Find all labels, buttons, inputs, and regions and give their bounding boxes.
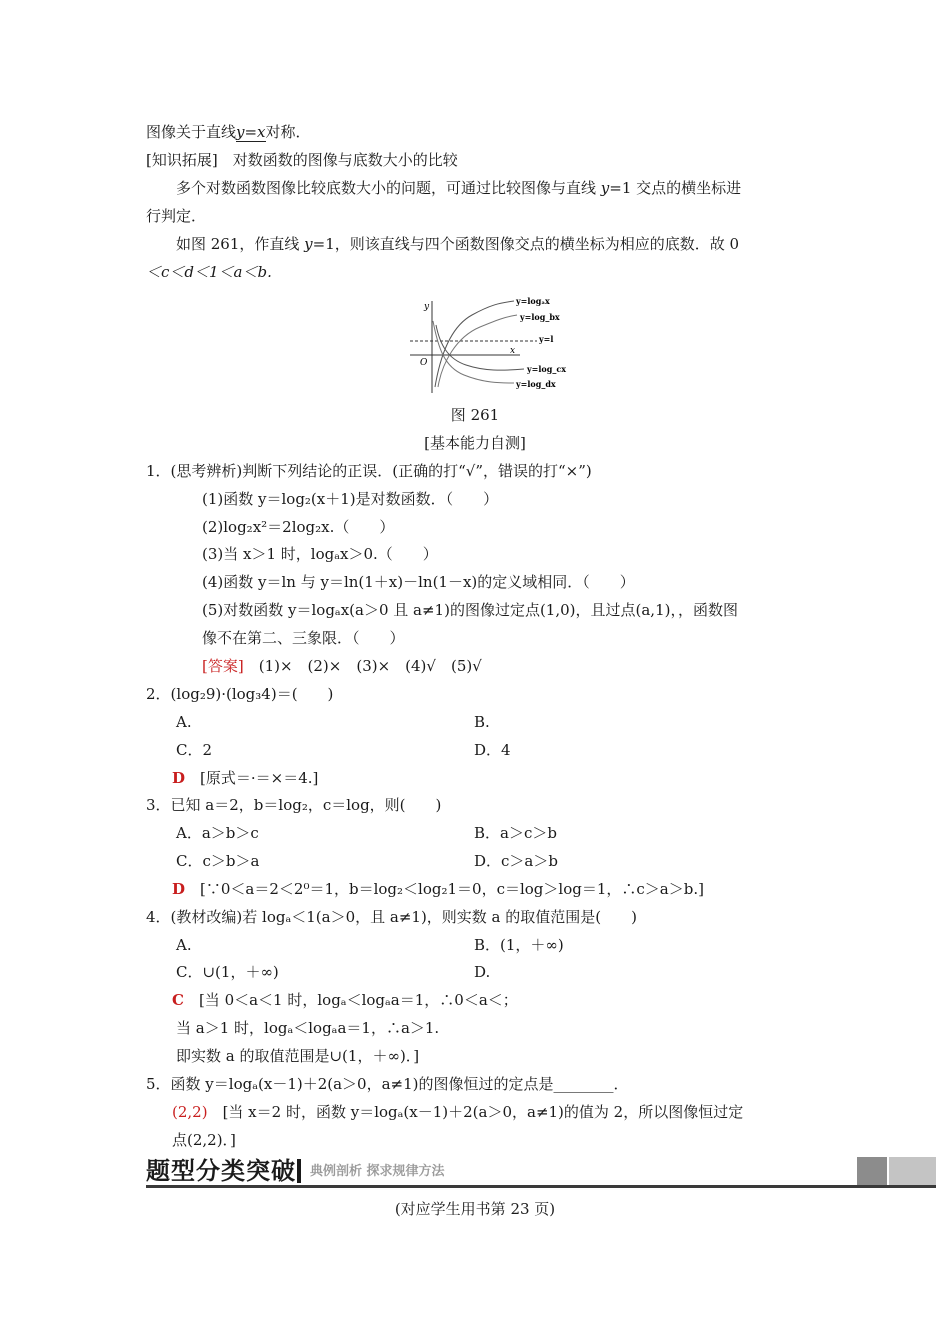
q4-option-b: B．(1，＋∞) bbox=[474, 936, 564, 954]
q4-answer bbox=[172, 989, 518, 1011]
q2-option-a: A. bbox=[176, 713, 192, 731]
answer-letter: D bbox=[172, 769, 186, 787]
y-axis-label: y bbox=[424, 302, 430, 312]
q4-option-c: C．∪(1，＋∞) bbox=[176, 963, 279, 981]
label-log-c: y=log_cx bbox=[527, 364, 566, 374]
q2-option-d: D．4 bbox=[474, 741, 511, 759]
answer-value: (2,2) bbox=[172, 1103, 208, 1121]
banner-divider bbox=[297, 1159, 301, 1183]
curve-log-a bbox=[435, 301, 514, 387]
log-graph-figure bbox=[402, 295, 582, 397]
q3-option-b: B．a＞c＞b bbox=[474, 824, 557, 842]
intro-equation: y=x bbox=[236, 123, 266, 141]
q3-option-d: D．c＞a＞b bbox=[474, 852, 558, 870]
answer-text: [当 0＜a＜1 时，logₐ＜logₐa＝1，∴0＜a＜； bbox=[183, 991, 518, 1009]
q4-option-d: D. bbox=[474, 963, 491, 981]
label-log-d: y=log_dx bbox=[516, 379, 556, 389]
para-text: =1，则该直线与四个函数图像交点的横坐标为相应的底数．故 0 bbox=[312, 235, 740, 253]
answer-letter: C bbox=[172, 991, 184, 1009]
intro-text: 对称． bbox=[265, 123, 311, 141]
banner-rule bbox=[146, 1185, 936, 1188]
intro-paragraph-1-cont: 行判定． bbox=[146, 207, 207, 225]
q2-answer bbox=[172, 767, 318, 789]
q5-answer bbox=[172, 1101, 743, 1123]
origin-label: O bbox=[420, 358, 428, 368]
q1-item-5: (5)对数函数 y＝logₐx(a＞0 且 a≠1)的图像过定点(1,0)，且过点(a,1)，，函数图 bbox=[202, 601, 738, 619]
answer-text: (1)× (2)× (3)× (4)√ (5)√ bbox=[243, 657, 482, 675]
q3-option-a: A．a＞b＞c bbox=[176, 824, 259, 842]
section-title: [基本能力自测] bbox=[424, 434, 526, 452]
q1-item-4: (4)函数 y＝ln 与 y＝ln(1＋x)－ln(1－x)的定义域相同．（ ） bbox=[202, 573, 635, 591]
answer-text: [∵0＜a＝2＜2⁰＝1，b＝log₂＜log₂1＝0，c＝log＞log＝1，∴c＞a＞b.] bbox=[185, 880, 704, 898]
q1-item-3: (3)当 x＞1 时，logₐx＞0.（ ） bbox=[202, 545, 438, 563]
knowledge-topic: 对数函数的图像与底数大小的比较 bbox=[232, 151, 458, 169]
label-line: y=l bbox=[539, 334, 554, 344]
para-text: 如图 261，作直线 bbox=[176, 235, 305, 253]
q3-option-c: C．c＞b＞a bbox=[176, 852, 260, 870]
footer-note: (对应学生用书第 23 页) bbox=[394, 1200, 556, 1218]
answer-text: [原式＝·＝×＝4.] bbox=[185, 769, 319, 787]
banner-title: 题型分类突破 bbox=[146, 1157, 296, 1185]
intro-paragraph-2 bbox=[176, 233, 739, 255]
answer-tag: [答案] bbox=[202, 657, 244, 675]
q1-answer bbox=[202, 655, 482, 677]
section-banner bbox=[146, 1157, 936, 1189]
q3-stem: 3．已知 a＝2，b＝log₂，c＝log，则( ) bbox=[146, 796, 442, 814]
x-axis-label: x bbox=[510, 346, 516, 356]
intro-paragraph-1 bbox=[176, 177, 741, 199]
q2-option-b: B. bbox=[474, 713, 490, 731]
q1-item-2: (2)log₂x²＝2log₂x.（ ） bbox=[202, 518, 395, 536]
knowledge-extension-heading bbox=[146, 149, 458, 171]
q2-option-c: C．2 bbox=[176, 741, 213, 759]
answer-letter: D bbox=[172, 880, 186, 898]
para-var: y bbox=[600, 179, 610, 197]
q2-stem: 2．(log₂9)·(log₃4)＝( ) bbox=[146, 685, 334, 703]
knowledge-tag: [知识拓展] bbox=[146, 151, 218, 169]
q4-option-a: A. bbox=[176, 936, 192, 954]
q1-item-1: (1)函数 y＝log₂(x＋1)是对数函数．（ ） bbox=[202, 490, 499, 508]
para-var: y bbox=[304, 235, 313, 253]
q5-stem: 5．函数 y＝logₐ(x－1)＋2(a＞0，a≠1)的图像恒过的定点是________． bbox=[146, 1075, 629, 1093]
q3-answer bbox=[172, 878, 704, 900]
q5-answer-line-2: 点(2,2)．] bbox=[172, 1131, 236, 1149]
banner-decor-dark bbox=[857, 1157, 887, 1185]
answer-text: [当 x＝2 时，函数 y＝logₐ(x－1)＋2(a＞0，a≠1)的值为 2，所以图像恒过定 bbox=[207, 1103, 744, 1121]
para-text: =1 交点的横坐标进 bbox=[609, 179, 742, 197]
q4-stem: 4．(教材改编)若 logₐ＜1(a＞0，且 a≠1)，则实数 a 的取值范围是( ) bbox=[146, 908, 637, 926]
intro-paragraph-2-cont: ＜c＜d＜1＜a＜b. bbox=[146, 263, 272, 281]
banner-decor-light bbox=[889, 1157, 936, 1185]
para-text: 多个对数函数图像比较底数大小的问题，可通过比较图像与直线 bbox=[176, 179, 601, 197]
q1-stem: 1．(思考辨析)判断下列结论的正误．(正确的打“√”，错误的打“×”) bbox=[146, 462, 592, 480]
intro-text: 图像关于直线 bbox=[146, 123, 237, 141]
q1-item-5-cont: 像不在第二、三象限．（ ） bbox=[202, 629, 405, 647]
q4-answer-line-3: 即实数 a 的取值范围是∪(1，＋∞)．] bbox=[176, 1047, 420, 1065]
intro-line-1 bbox=[146, 121, 311, 143]
q4-answer-line-2: 当 a＞1 时，logₐ＜logₐa＝1，∴a＞1. bbox=[176, 1019, 440, 1037]
figure-caption: 图 261 bbox=[450, 406, 500, 424]
label-log-b: y=log_bx bbox=[520, 312, 560, 322]
banner-subtitle: 典例剖析 探求规律方法 bbox=[310, 1164, 445, 1179]
curve-log-b bbox=[438, 315, 517, 387]
label-log-a: y=logₐx bbox=[516, 296, 550, 306]
